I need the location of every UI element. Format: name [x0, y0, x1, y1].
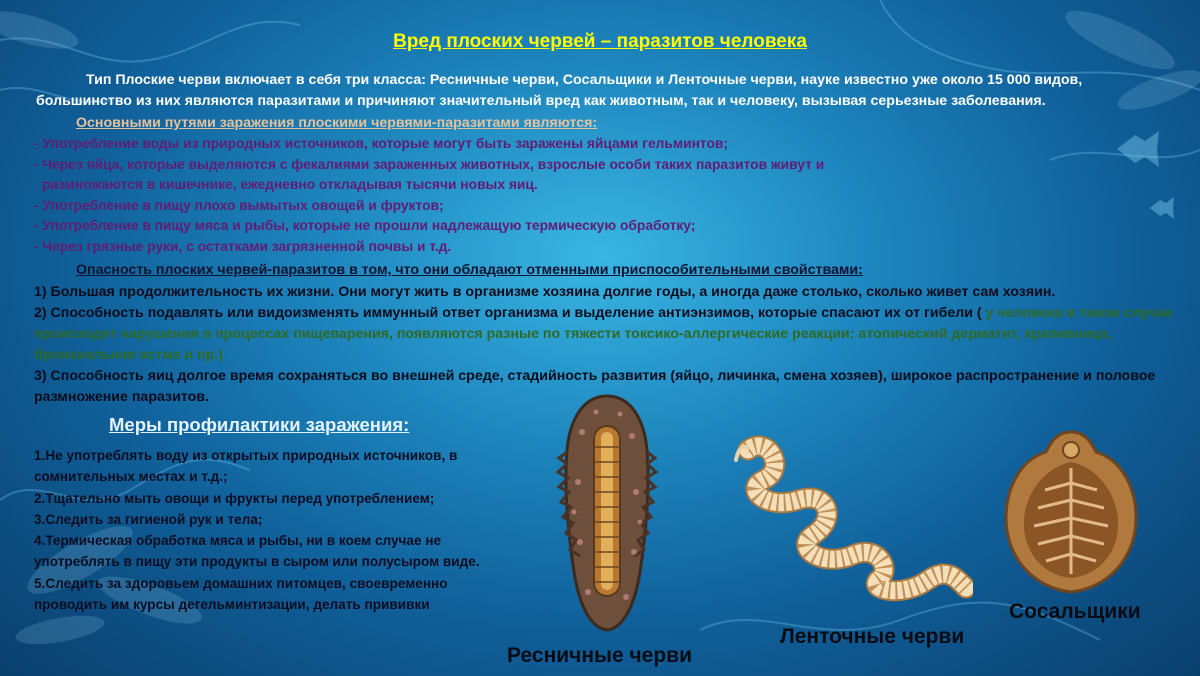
- list-item: - Употребление воды из природных источников, которые могут быть заражены яйцами гельминтов;: [34, 136, 729, 151]
- caption-tapeworm: Ленточные черви: [780, 625, 965, 648]
- caption-fluke: Сосальщики: [1009, 600, 1141, 623]
- list-item: 1.Не употреблять воду из открытых природных источников, в сомнительных местах и т.д.;: [34, 448, 458, 485]
- infection-paths-heading: Основными путями заражения плоскими червями-паразитами являются:: [76, 115, 598, 131]
- danger-item-2: [34, 303, 1174, 366]
- list-item: - Через яйца, которые выделяются с фекалиями зараженных животных, взрослые особи таких паразитов живут и: [34, 156, 825, 172]
- list-item: - Употребление в пищу мяса и рыбы, которые не прошли надлежащую термическую обработку;: [34, 218, 696, 234]
- danger-item-2-text: 2) Способность подавлять или видоизменять иммунный ответ организма и выделение антиэнзимов, которые спасают их от гибели (: [34, 305, 982, 321]
- fish-decoration: [1117, 131, 1174, 219]
- list-item: - Употребление в пищу плохо вымытых овощей и фруктов;: [34, 197, 444, 213]
- planarian-worm-image: [548, 392, 666, 632]
- list-item: - Через грязные руки, с остатками загрязненной почвы и т.д.: [34, 238, 452, 254]
- fluke-image: [1000, 428, 1142, 596]
- list-item: 4.Термическая обработка мяса и рыбы, ни в коем случае не употреблять в пищу эти продукты в сыром или полусыром виде.: [34, 533, 480, 570]
- intro-text: Тип Плоские черви включает в себя три класса: Ресничные черви, Сосальщики и Ленточные черви, науке известно уже около 15 000 видов, большинство из них являются паразитами и причиняют значительный вред как животным, так и человеку, вызывая серьезные заболевания.: [36, 72, 1083, 109]
- tapeworm-image: [728, 430, 973, 605]
- prevention-list: [34, 445, 504, 615]
- list-item: 5.Следить за здоровьем домашних питомцев, своевременно проводить им курсы дегельминтизации, делать прививки: [34, 575, 448, 613]
- danger-item-1: 1) Большая продолжительность их жизни. Они могут жить в организме хозяина долгие годы, а иногда даже столько, сколько живет сам хозяин.: [34, 284, 1056, 300]
- danger-list: [34, 282, 1174, 408]
- infection-paths-list: [34, 134, 824, 258]
- intro-paragraph: [36, 70, 1176, 112]
- danger-item-2-highlight: у человека в таком случае происходят нарушения в процессах пищеварения, появляются разные по тяжести токсико-аллергические реакции: атопический дерматит, крапивница, бронхиальная астма и пр.): [34, 305, 1173, 363]
- danger-item-3: 3) Способность яиц долгое время сохраняться во внешней среде, стадийность развития (яйцо, личинка, смена хозяев), широкое распространение и половое размножение паразитов.: [34, 368, 1156, 405]
- list-item: размножаются в кишечнике, ежедневно откладывая тысячи новых яиц.: [42, 177, 538, 193]
- list-item: 3.Следить за гигиеной рук и тела;: [34, 511, 263, 527]
- list-item: 2.Тщательно мыть овощи и фрукты перед употреблением;: [34, 490, 435, 506]
- page-title: Вред плоских червей – паразитов человека: [393, 31, 807, 52]
- prevention-heading: Меры профилактики заражения:: [109, 414, 410, 435]
- caption-planarian: Ресничные черви: [507, 644, 693, 667]
- danger-heading: Опасность плоских червей-паразитов в том, что они обладают отменными приспособительными свойствами:: [76, 262, 863, 278]
